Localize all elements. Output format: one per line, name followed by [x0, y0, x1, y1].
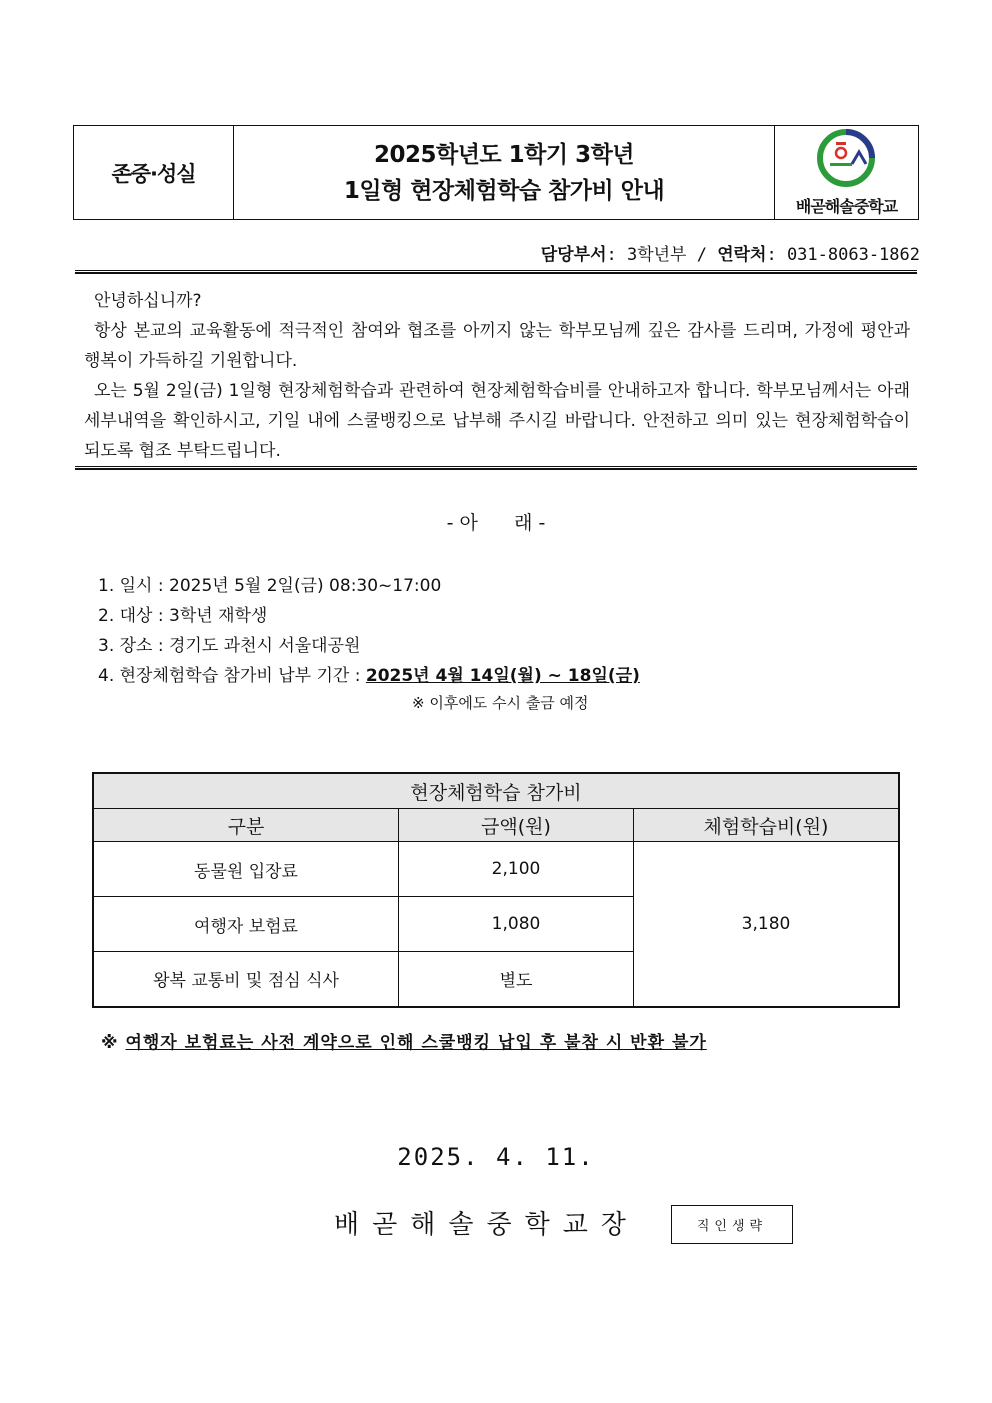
row-amount: 2,100: [399, 842, 634, 897]
intro-text: [84, 286, 910, 466]
principal-signature: 배곧해솔중학교장: [334, 1210, 639, 1240]
warning-mark: ※: [101, 1033, 126, 1053]
row-category: 왕복 교통비 및 점심 식사: [93, 952, 399, 1007]
payment-period: 2025년 4월 14일(월) ~ 18일(금): [365, 666, 640, 686]
bottom-divider: [75, 466, 917, 470]
title-cell: [234, 126, 775, 219]
logo-cell: [775, 126, 918, 219]
dept-value: : 3학년부 /: [606, 245, 718, 265]
fee-table: [92, 772, 900, 1008]
seal-box: 직인생략: [671, 1205, 793, 1244]
school-motto: 존중·성실: [111, 161, 196, 186]
intro-paragraph-2: 오는 5월 2일(금) 1일형 현장체험학습과 관련하여 현장체험학습비를 안내하고자 합니다. 학부모님께서는 아래 세부내역을 확인하시고, 기일 내에 스쿨뱅킹으로 납부해 주시길 바랍니다. 안전하고 의미 있는 현장체험학습이 되도록 협조 부탁드립니다.: [84, 381, 910, 461]
document-title-line2: 1일형 현장체험학습 참가비 안내: [343, 177, 665, 204]
logo-school-name: 배곧해솔중학교: [795, 197, 898, 216]
refund-warning: [101, 1028, 707, 1053]
row-category: 동물원 입장료: [93, 842, 399, 897]
row-amount: 별도: [399, 952, 634, 1007]
greeting: 안녕하십니까?: [94, 291, 202, 311]
total-fee: 3,180: [634, 842, 900, 1007]
detail-item-date: 1. 일시 : 2025년 5월 2일(금) 08:30~17:00: [98, 576, 442, 596]
phone-value: : 031-8063-1862: [766, 245, 920, 265]
detail-item-target: 2. 대상 : 3학년 재학생: [98, 606, 268, 626]
contact-line: [541, 240, 920, 265]
intro-paragraph-1: 항상 본교의 교육활동에 적극적인 참여와 협조를 아끼지 않는 학부모님께 깊은 감사를 드리며, 가정에 평안과 행복이 가득하길 기원합니다.: [84, 321, 910, 371]
table-row: [93, 842, 899, 897]
warning-text: 여행자 보험료는 사전 계약으로 인해 스쿨뱅킹 납입 후 불참 시 반환 불가: [125, 1033, 707, 1053]
dept-label: 담당부서: [540, 245, 607, 265]
detail-list: [98, 571, 640, 691]
detail-item-place: 3. 장소 : 경기도 과천시 서울대공원: [98, 636, 361, 656]
document-header: [73, 125, 919, 220]
payment-label: 4. 현장체험학습 참가비 납부 기간 :: [98, 666, 366, 686]
row-amount: 1,080: [399, 897, 634, 952]
payment-note: ※ 이후에도 수시 출금 예정: [412, 694, 589, 712]
motto-cell: [74, 126, 234, 219]
document-date: 2025. 4. 11.: [397, 1143, 595, 1171]
notice-heading: - 아 래 -: [446, 512, 546, 534]
phone-label: 연락처: [717, 245, 767, 265]
header-category: 구분: [93, 809, 399, 842]
document-title-line1: 2025학년도 1학기 3학년: [373, 141, 635, 168]
detail-item-payment: [98, 661, 640, 691]
top-divider: [75, 270, 917, 274]
fee-table-caption: 현장체험학습 참가비: [93, 773, 899, 809]
school-logo-icon: [812, 128, 882, 192]
row-category: 여행자 보험료: [93, 897, 399, 952]
header-amount: 금액(원): [399, 809, 634, 842]
header-total: 체험학습비(원): [634, 809, 900, 842]
